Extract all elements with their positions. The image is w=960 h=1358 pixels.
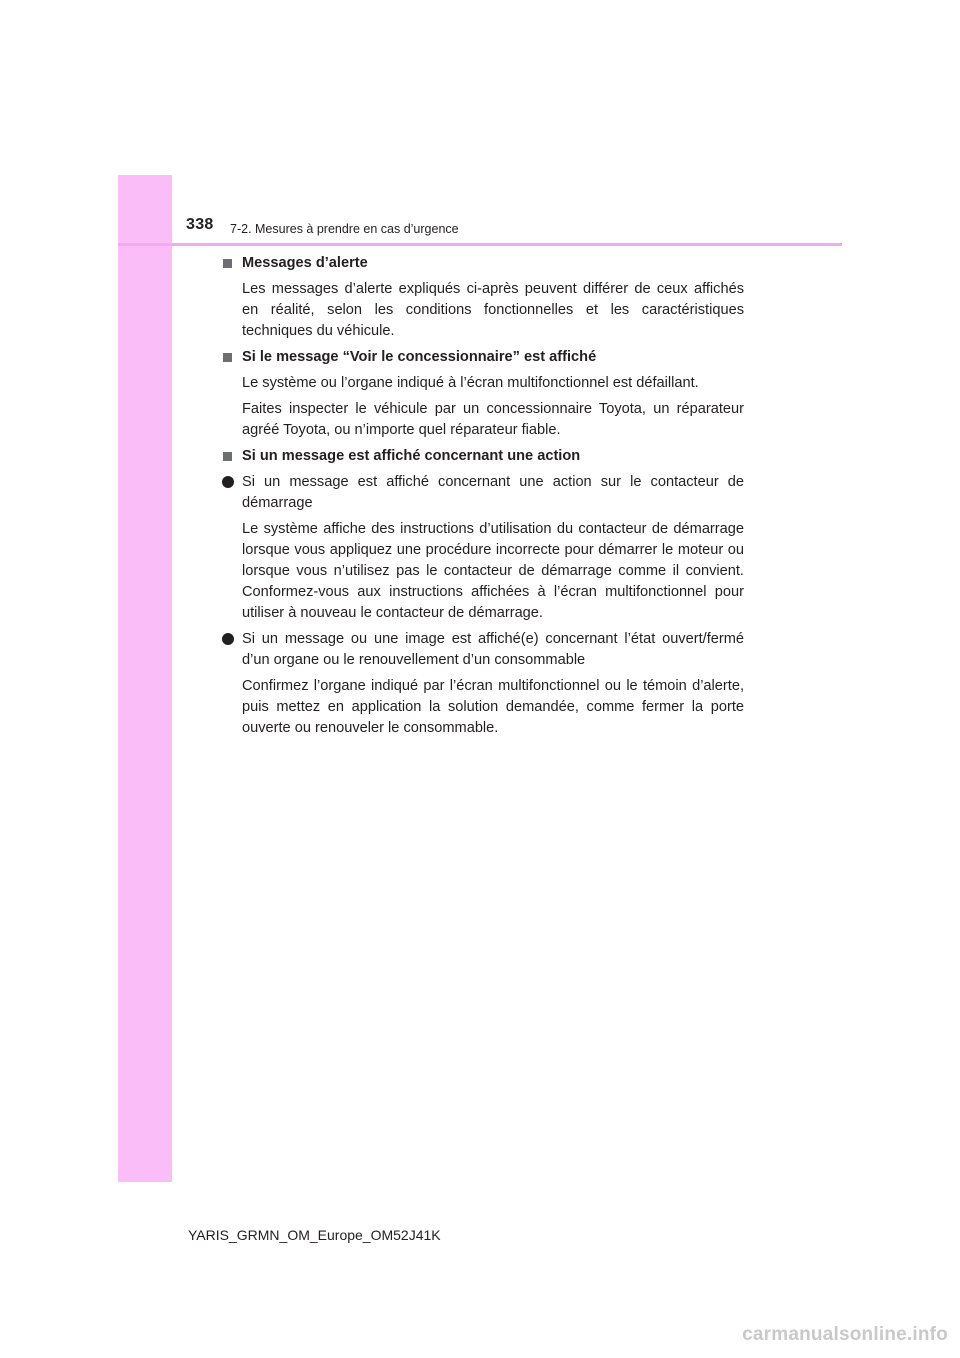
square-bullet-icon [223,452,232,461]
chapter-side-bar [118,175,172,1182]
bullet-dot-icon [222,633,234,645]
bullet-title: Si un message ou une image est affiché(e) concernant l’état ouvert/fermé d’un organe ou le renouvellement d’un consommable [242,631,744,668]
paragraph: Confirmez l’organe indiqué par l’écran multifonctionnel ou le témoin d’alerte, puis mettez en application la solution demandée, comme fermer la porte ouverte ou renouveler le consommable. [242,678,744,736]
header-rule [118,243,842,246]
bullet-item [222,472,744,514]
page-number: 338 [186,216,214,233]
heading-text: Si le message “Voir le concessionnaire” est affiché [242,349,597,365]
bullet-dot-icon [222,476,234,488]
watermark: carmanualsonline.info [742,1324,948,1345]
paragraph: Le système ou l’organe indiqué à l’écran multifonctionnel est défaillant. [242,375,699,391]
paragraph: Faites inspecter le véhicule par un concessionnaire Toyota, un réparateur agréé Toyota, ou n’importe quel réparateur fiable. [242,401,744,438]
heading-text: Messages d’alerte [242,255,368,271]
bullet-title: Si un message est affiché concernant une action sur le contacteur de démarrage [242,474,744,511]
section-heading [222,446,744,467]
paragraph: Les messages d’alerte expliqués ci-après peuvent différer de ceux affichés en réalité, selon les conditions fonctionnelles et les caractéristiques techniques du véhicule. [242,281,744,339]
section-heading [222,347,744,368]
document-id: YARIS_GRMN_OM_Europe_OM52J41K [188,1227,441,1243]
page-content [222,253,744,744]
square-bullet-icon [223,259,232,268]
heading-text: Si un message est affiché concernant une action [242,448,581,464]
paragraph: Le système affiche des instructions d’utilisation du contacteur de démarrage lorsque vous appliquez une procédure incorrecte pour démarrer le moteur ou lorsque vous n’utilisez pas le contacteur de démarrage comme il convient. Conformez-vous aux instructions affichées à l’écran multifonctionnel pour utiliser à nouveau le contacteur de démarrage. [242,521,744,621]
section-title: 7-2. Mesures à prendre en cas d’urgence [230,222,459,236]
section-heading [222,253,744,274]
bullet-item [222,629,744,671]
square-bullet-icon [223,353,232,362]
